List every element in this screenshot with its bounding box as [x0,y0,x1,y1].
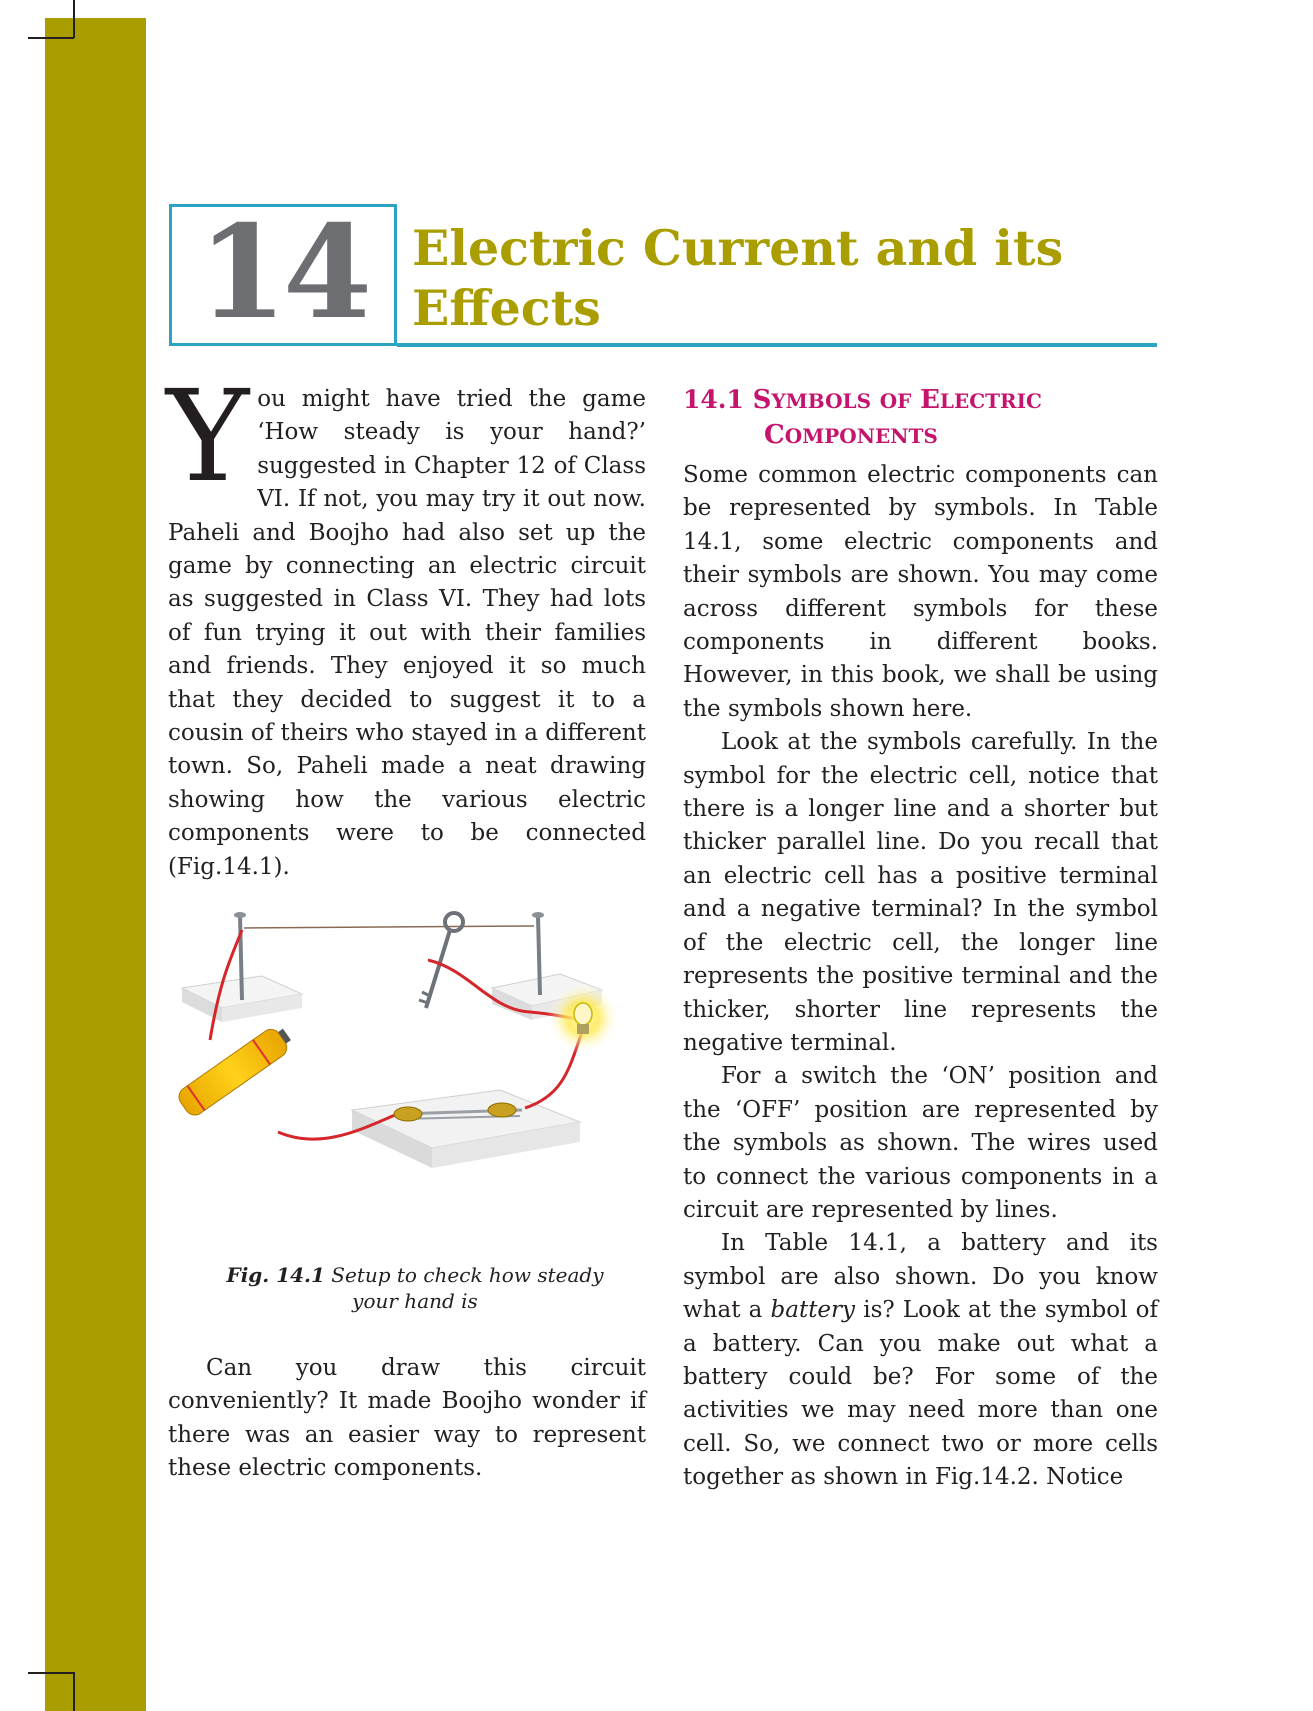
paragraph: Some common electric components can be represented by symbols. In Table 14.1, some electric components and their symbols are shown. You may come across different symbols for these components in different books. However, in this book, we shall be using the symbols shown here. [683,462,1158,722]
left-column-after-figure [168,1352,646,1486]
paragraph: Can you draw this circuit conveniently? It made Boojho wonder if there was an easier way to represent these electric components. [168,1355,646,1482]
paragraph-text: In Table 14.1, a battery and its symbol are also shown. Do you know what a [683,1230,1158,1324]
section-title-part: C [764,420,785,450]
section-title-part: OF [879,389,912,413]
emphasis-battery: battery [770,1297,856,1324]
chapter-number: 14 [197,198,369,348]
section-title-line2 [683,418,1143,453]
paragraph-text: is? Look at the symbol of a battery. Can you make out what a battery could be? For some of the activities we may need more than one cell. So, we connect two or more cells together as shown in Fig.14.2. Notice [683,1297,1158,1491]
figure-label: Fig. 14.1 [226,1263,325,1287]
bulb [574,1003,592,1025]
circuit-illustration [170,900,670,1230]
section-title-part: OMPONENTS [784,424,938,448]
chapter-title-line2: Effects [412,279,601,337]
section-number: 14.1 [683,385,744,414]
figure-steady-hand-circuit [170,900,670,1230]
section-title-part: E [920,385,940,415]
chapter-title [412,218,1172,338]
page-side-bar [45,18,146,1711]
section-title-part: S [752,385,772,415]
figure-caption [180,1262,650,1314]
paragraph: For a switch the ‘ON’ position and the ‘OFF’ position are represented by the symbols as shown. The wires used to connect the various components in a circuit are represented by lines. [683,1063,1158,1223]
crop-mark [28,1672,74,1674]
crop-mark [73,0,75,38]
bulb-base [577,1024,589,1034]
crop-mark [73,1672,75,1711]
left-screw [240,916,242,1000]
chapter-number-box [169,198,397,348]
section-heading [683,383,1143,453]
paragraph: Look at the symbols carefully. In the symbol for the electric cell, notice that there is a longer line and a shorter but thicker parallel line. Do you recall that an electric cell has a positive terminal and a negative terminal? In the symbol of the electric cell, the longer line represents the positive terminal and the thicker, shorter line represents the negative terminal. [683,729,1158,1056]
section-title-part: YMBOLS [771,389,872,413]
section-title-part: LECTRIC [939,389,1042,413]
intro-text: ou might have tried the game ‘How steady is your hand?’ suggested in Chapter 12 of Class VI. If not, you may try it out now. Paheli and Boojho had also set up the game by connecting an electric circuit as suggested in Class VI. They had lots of fun trying it out with their families and friends. They enjoyed it so much that they decided to suggest it to a cousin of theirs who stayed in a different town. So, Paheli made a neat drawing showing how the various electric components were to be connected (Fig.14.1). [168,386,646,880]
crop-mark [28,37,74,39]
caption-text-2: your hand is [352,1289,478,1313]
intro-paragraph [166,363,646,884]
bare-wire [244,926,534,928]
paragraph [683,1227,1158,1494]
right-column [683,459,1158,1495]
right-screw [538,916,540,995]
chapter-title-line1: Electric Current and its [412,219,1064,277]
left-column-intro [166,363,646,884]
chapter-title-rule [397,343,1157,347]
caption-text-1: Setup to check how steady [331,1263,604,1287]
switch-block [352,1090,580,1168]
drop-cap: Y [166,363,250,510]
electric-cell [175,1022,295,1119]
